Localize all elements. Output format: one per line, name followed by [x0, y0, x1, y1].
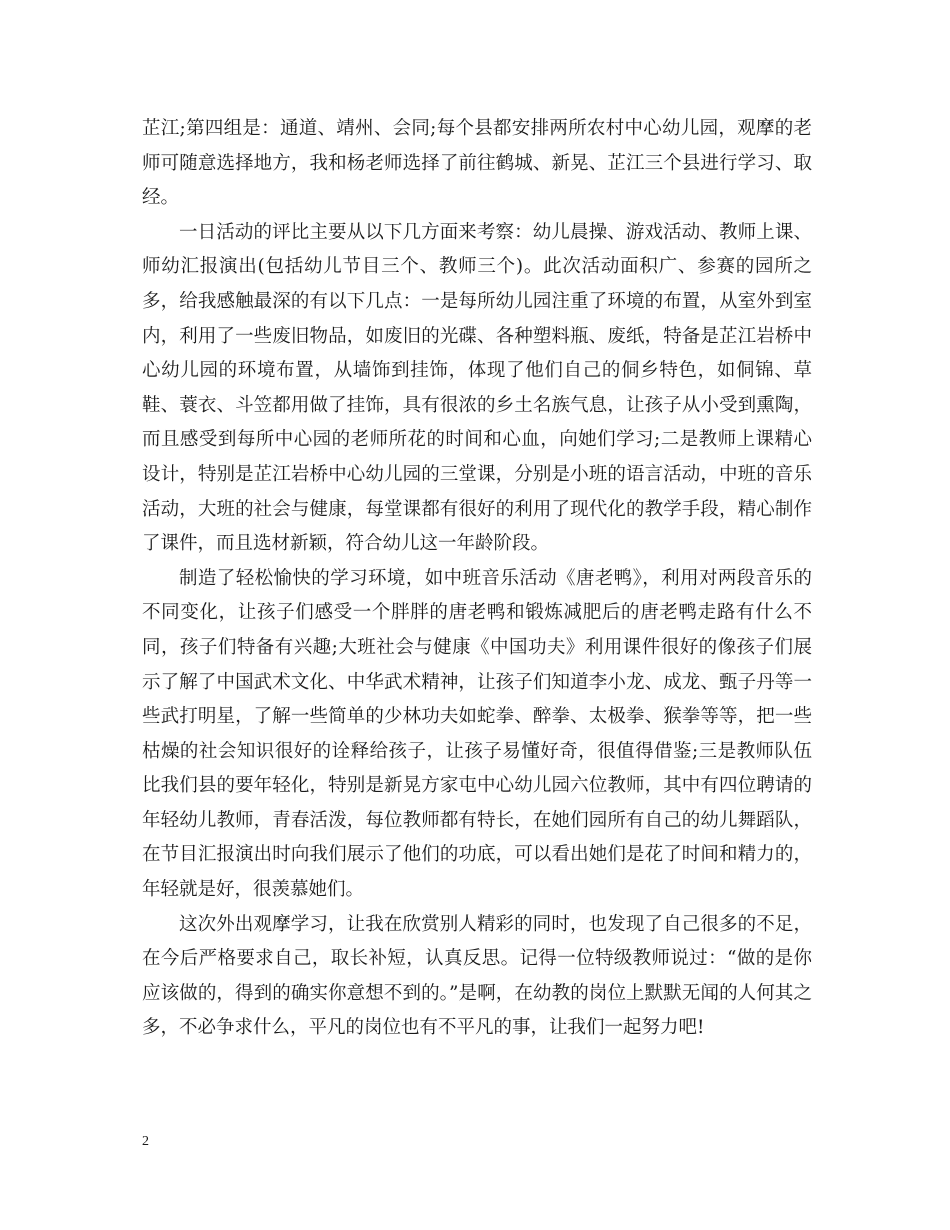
document-body — [142, 112, 812, 1046]
page-number: 2 — [142, 1134, 149, 1149]
paragraph-evaluation: 一日活动的评比主要从以下几方面来考察：幼儿晨操、游戏活动、教师上课、师幼汇报演出(包括幼儿节目三个、教师三个)。此次活动面积广、参赛的园所之多，给我感触最深的有以下几点：一是每所幼儿园注重了环境的布置，从室外到室内，利用了一些废旧物品，如废旧的光碟、各种塑料瓶、废纸，特备是芷江岩桥中心幼儿园的环境布置，从墙饰到挂饰，体现了他们自己的侗乡特色，如侗锦、草鞋、蓑衣、斗笠都用做了挂饰，具有很浓的乡土名族气息，让孩子从小受到熏陶，而且感受到每所中心园的老师所花的时间和心血，向她们学习;二是教师上课精心设计，特别是芷江岩桥中心幼儿园的三堂课，分别是小班的语言活动，中班的音乐活动，大班的社会与健康，每堂课都有很好的利用了现代化的教学手段，精心制作了课件，而且选材新颖，符合幼儿这一年龄阶段。 — [142, 221, 812, 555]
paragraph-reflection: 这次外出观摩学习，让我在欣赏别人精彩的同时，也发现了自己很多的不足，在今后严格要求自己，取长补短，认真反思。记得一位特级教师说过：“做的是你应该做的，得到的确实你意想不到的。”是啊，在幼教的岗位上默默无闻的人何其之多，不必争求什么，平凡的岗位也有不平凡的事，让我们一起努力吧! — [142, 913, 812, 1039]
paragraph-activities: 制造了轻松愉快的学习环境，如中班音乐活动《唐老鸭》，利用对两段音乐的不同变化，让孩子们感受一个胖胖的唐老鸭和锻炼减肥后的唐老鸭走路有什么不同，孩子们特备有兴趣;大班社会与健康《中国功夫》利用课件很好的像孩子们展示了解了中国武术文化、中华武术精神，让孩子们知道李小龙、成龙、甄子丹等一些武打明星，了解一些简单的少林功夫如蛇拳、醉拳、太极拳、猴拳等等，把一些枯燥的社会知识很好的诠释给孩子，让孩子易懂好奇，很值得借鉴;三是教师队伍比我们县的要年轻化，特别是新晃方家屯中心幼儿园六位教师，其中有四位聘请的年轻幼儿教师，青春活泼，每位教师都有特长，在她们园所有自己的幼儿舞蹈队，在节目汇报演出时向我们展示了他们的功底，可以看出她们是花了时间和精力的，年轻就是好，很羡慕她们。 — [142, 567, 812, 901]
paragraph-continuation: 芷江;第四组是：通道、靖州、会同;每个县都安排两所农村中心幼儿园，观摩的老师可随意选择地方，我和杨老师选择了前往鹤城、新晃、芷江三个县进行学习、取经。 — [142, 118, 812, 209]
